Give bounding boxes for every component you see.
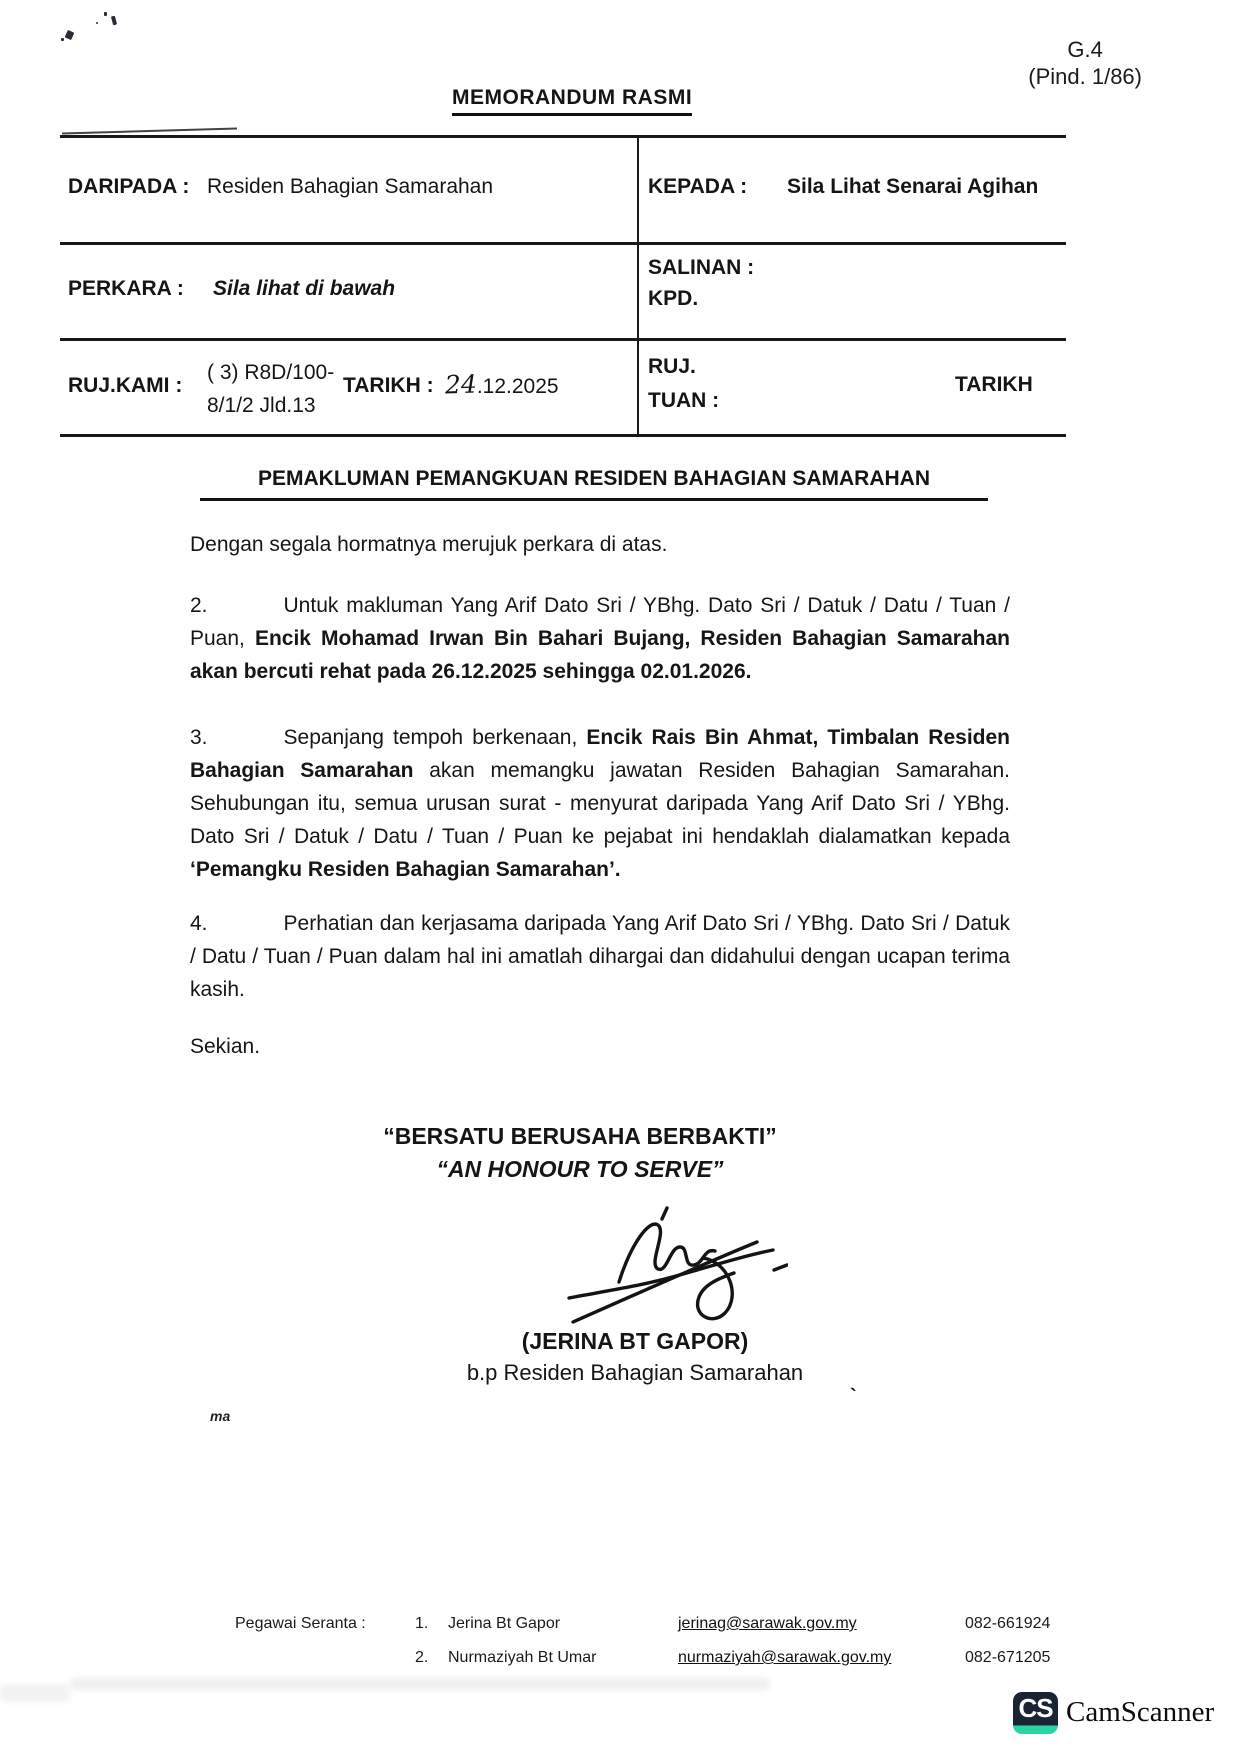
- paragraph-number: 4.: [190, 912, 208, 935]
- ink-speck: [104, 12, 107, 16]
- paragraph-text: Untuk makluman Yang Arif Dato Sri / YBhg. Dato Sri / Datuk / Datu / Tuan / Puan,: [190, 594, 1010, 650]
- handwritten-signature: [553, 1202, 788, 1337]
- paragraph-intro: Dengan segala hormatnya merujuk perkara di atas.: [190, 533, 668, 556]
- ruj-kami-value-line1: ( 3) R8D/100-: [207, 361, 335, 384]
- contact-number-index: 1.: [415, 1615, 429, 1632]
- ink-speck: [111, 16, 117, 26]
- table-border-top: [60, 135, 1066, 138]
- contact-name: Jerina Bt Gapor: [448, 1615, 561, 1632]
- tarikh-label: TARIKH :: [343, 374, 434, 397]
- scan-line-artifact: [62, 128, 237, 135]
- table-column-divider: [637, 135, 639, 437]
- memo-header-table: [60, 135, 1066, 437]
- contact-email-link[interactable]: jerinag@sarawak.gov.my: [678, 1615, 857, 1632]
- tarikh-printed-rest: .12.2025: [476, 375, 559, 398]
- perkara-value: Sila lihat di bawah: [213, 277, 396, 300]
- tarikh-right-label: TARIKH: [955, 373, 1033, 396]
- signature-stroke: [774, 1265, 787, 1270]
- form-code: G.4: [1067, 37, 1103, 62]
- motto-line-2: “AN HONOUR TO SERVE”: [436, 1156, 724, 1182]
- contact-email-link[interactable]: nurmaziyah@sarawak.gov.my: [678, 1649, 892, 1666]
- salinan-label: SALINAN :: [648, 256, 755, 279]
- motto-line-1: “BERSATU BERUSAHA BERBAKTI”: [383, 1123, 777, 1149]
- contact-number-index: 2.: [415, 1649, 429, 1666]
- camscanner-icon-text: CS: [1018, 1693, 1053, 1723]
- paragraph-bold-text: Encik Mohamad Irwan Bin Bahari Bujang, Residen Bahagian Samarahan akan bercuti rehat pada 26.12.2025 sehingga 02.01.2026.: [190, 627, 1010, 683]
- paragraph-text: Sepanjang tempoh berkenaan,: [283, 726, 587, 749]
- signature-stroke: [662, 1208, 667, 1219]
- paragraph-3: [190, 721, 1010, 886]
- contact-phone: 082-661924: [965, 1615, 1051, 1632]
- typist-initials: ma: [210, 1408, 231, 1424]
- motto-block: [170, 1120, 990, 1186]
- paragraph-2: [190, 589, 1010, 688]
- contact-officer-label: Pegawai Seranta :: [235, 1615, 366, 1632]
- table-border-bottom: [60, 434, 1066, 437]
- paragraph-text: Perhatian dan kerjasama daripada Yang Arif Dato Sri / YBhg. Dato Sri / Datuk / Datu / Tuan / Puan dalam hal ini amatlah dihargai dan didahului dengan ucapan terima kasih.: [190, 912, 1010, 1001]
- closing-word: Sekian.: [190, 1035, 261, 1058]
- table-row-divider: [60, 242, 1066, 245]
- contact-phone: 082-671205: [965, 1649, 1051, 1666]
- ruj-tuan-label-line1: RUJ.: [648, 355, 696, 378]
- paragraph-bold-text: Encik Rais Bin Ahmat, Timbalan Residen Bahagian Samarahan: [190, 726, 1010, 782]
- stray-pen-mark: `: [850, 1386, 857, 1408]
- form-revision: (Pind. 1/86): [1028, 64, 1142, 89]
- signatory-behalf: b.p Residen Bahagian Samarahan: [466, 1360, 804, 1385]
- daripada-value: Residen Bahagian Samarahan: [207, 175, 494, 198]
- camscanner-icon[interactable]: [1013, 1692, 1058, 1734]
- kepada-value: Sila Lihat Senarai Agihan: [787, 175, 1039, 198]
- ink-speck: [61, 38, 64, 41]
- ruj-tuan-label-line2: TUAN :: [648, 389, 720, 412]
- contact-row: [0, 1615, 1240, 1637]
- ruj-kami-label: RUJ.KAMI :: [68, 374, 183, 397]
- form-code-block: [1028, 36, 1142, 90]
- paragraph-4: [190, 907, 1010, 1006]
- tarikh-handwritten-day: 24: [444, 369, 478, 400]
- contact-row: [0, 1649, 1240, 1671]
- paragraph-number: 2.: [190, 594, 208, 617]
- contact-name: Nurmaziyah Bt Umar: [448, 1649, 597, 1666]
- paragraph-text: akan memangku jawatan Residen Bahagian Samarahan. Sehubungan itu, semua urusan surat - menyurat daripada Yang Arif Dato Sri / YBhg. Dato Sri / Datuk / Datu / Tuan / Puan ke pejabat ini hendaklah dialamatkan kepada: [190, 759, 1010, 848]
- kepada-label: KEPADA :: [648, 175, 748, 198]
- signatory-name: (JERINA BT GAPOR): [521, 1328, 749, 1354]
- ruj-kami-value-line2: 8/1/2 Jld.13: [207, 394, 316, 417]
- table-row-divider: [60, 338, 1066, 341]
- ink-speck: [96, 22, 98, 24]
- camscanner-label: CamScanner: [1066, 1696, 1215, 1728]
- scan-smudge: [70, 1678, 770, 1690]
- salinan-value: KPD.: [648, 287, 699, 310]
- memo-subject-title: PEMAKLUMAN PEMANGKUAN RESIDEN BAHAGIAN SAMARAHAN: [200, 467, 988, 501]
- paragraph-number: 3.: [190, 726, 208, 749]
- memo-title: MEMORANDUM RASMI: [452, 86, 692, 116]
- ink-speck: [65, 30, 75, 40]
- signature-stroke: [619, 1224, 715, 1282]
- scan-smudge: [0, 1684, 70, 1702]
- daripada-label: DARIPADA :: [68, 175, 190, 198]
- paragraph-bold-text: ‘Pemangku Residen Bahagian Samarahan’.: [190, 858, 621, 881]
- perkara-label: PERKARA :: [68, 277, 184, 300]
- tarikh-value: [445, 370, 559, 399]
